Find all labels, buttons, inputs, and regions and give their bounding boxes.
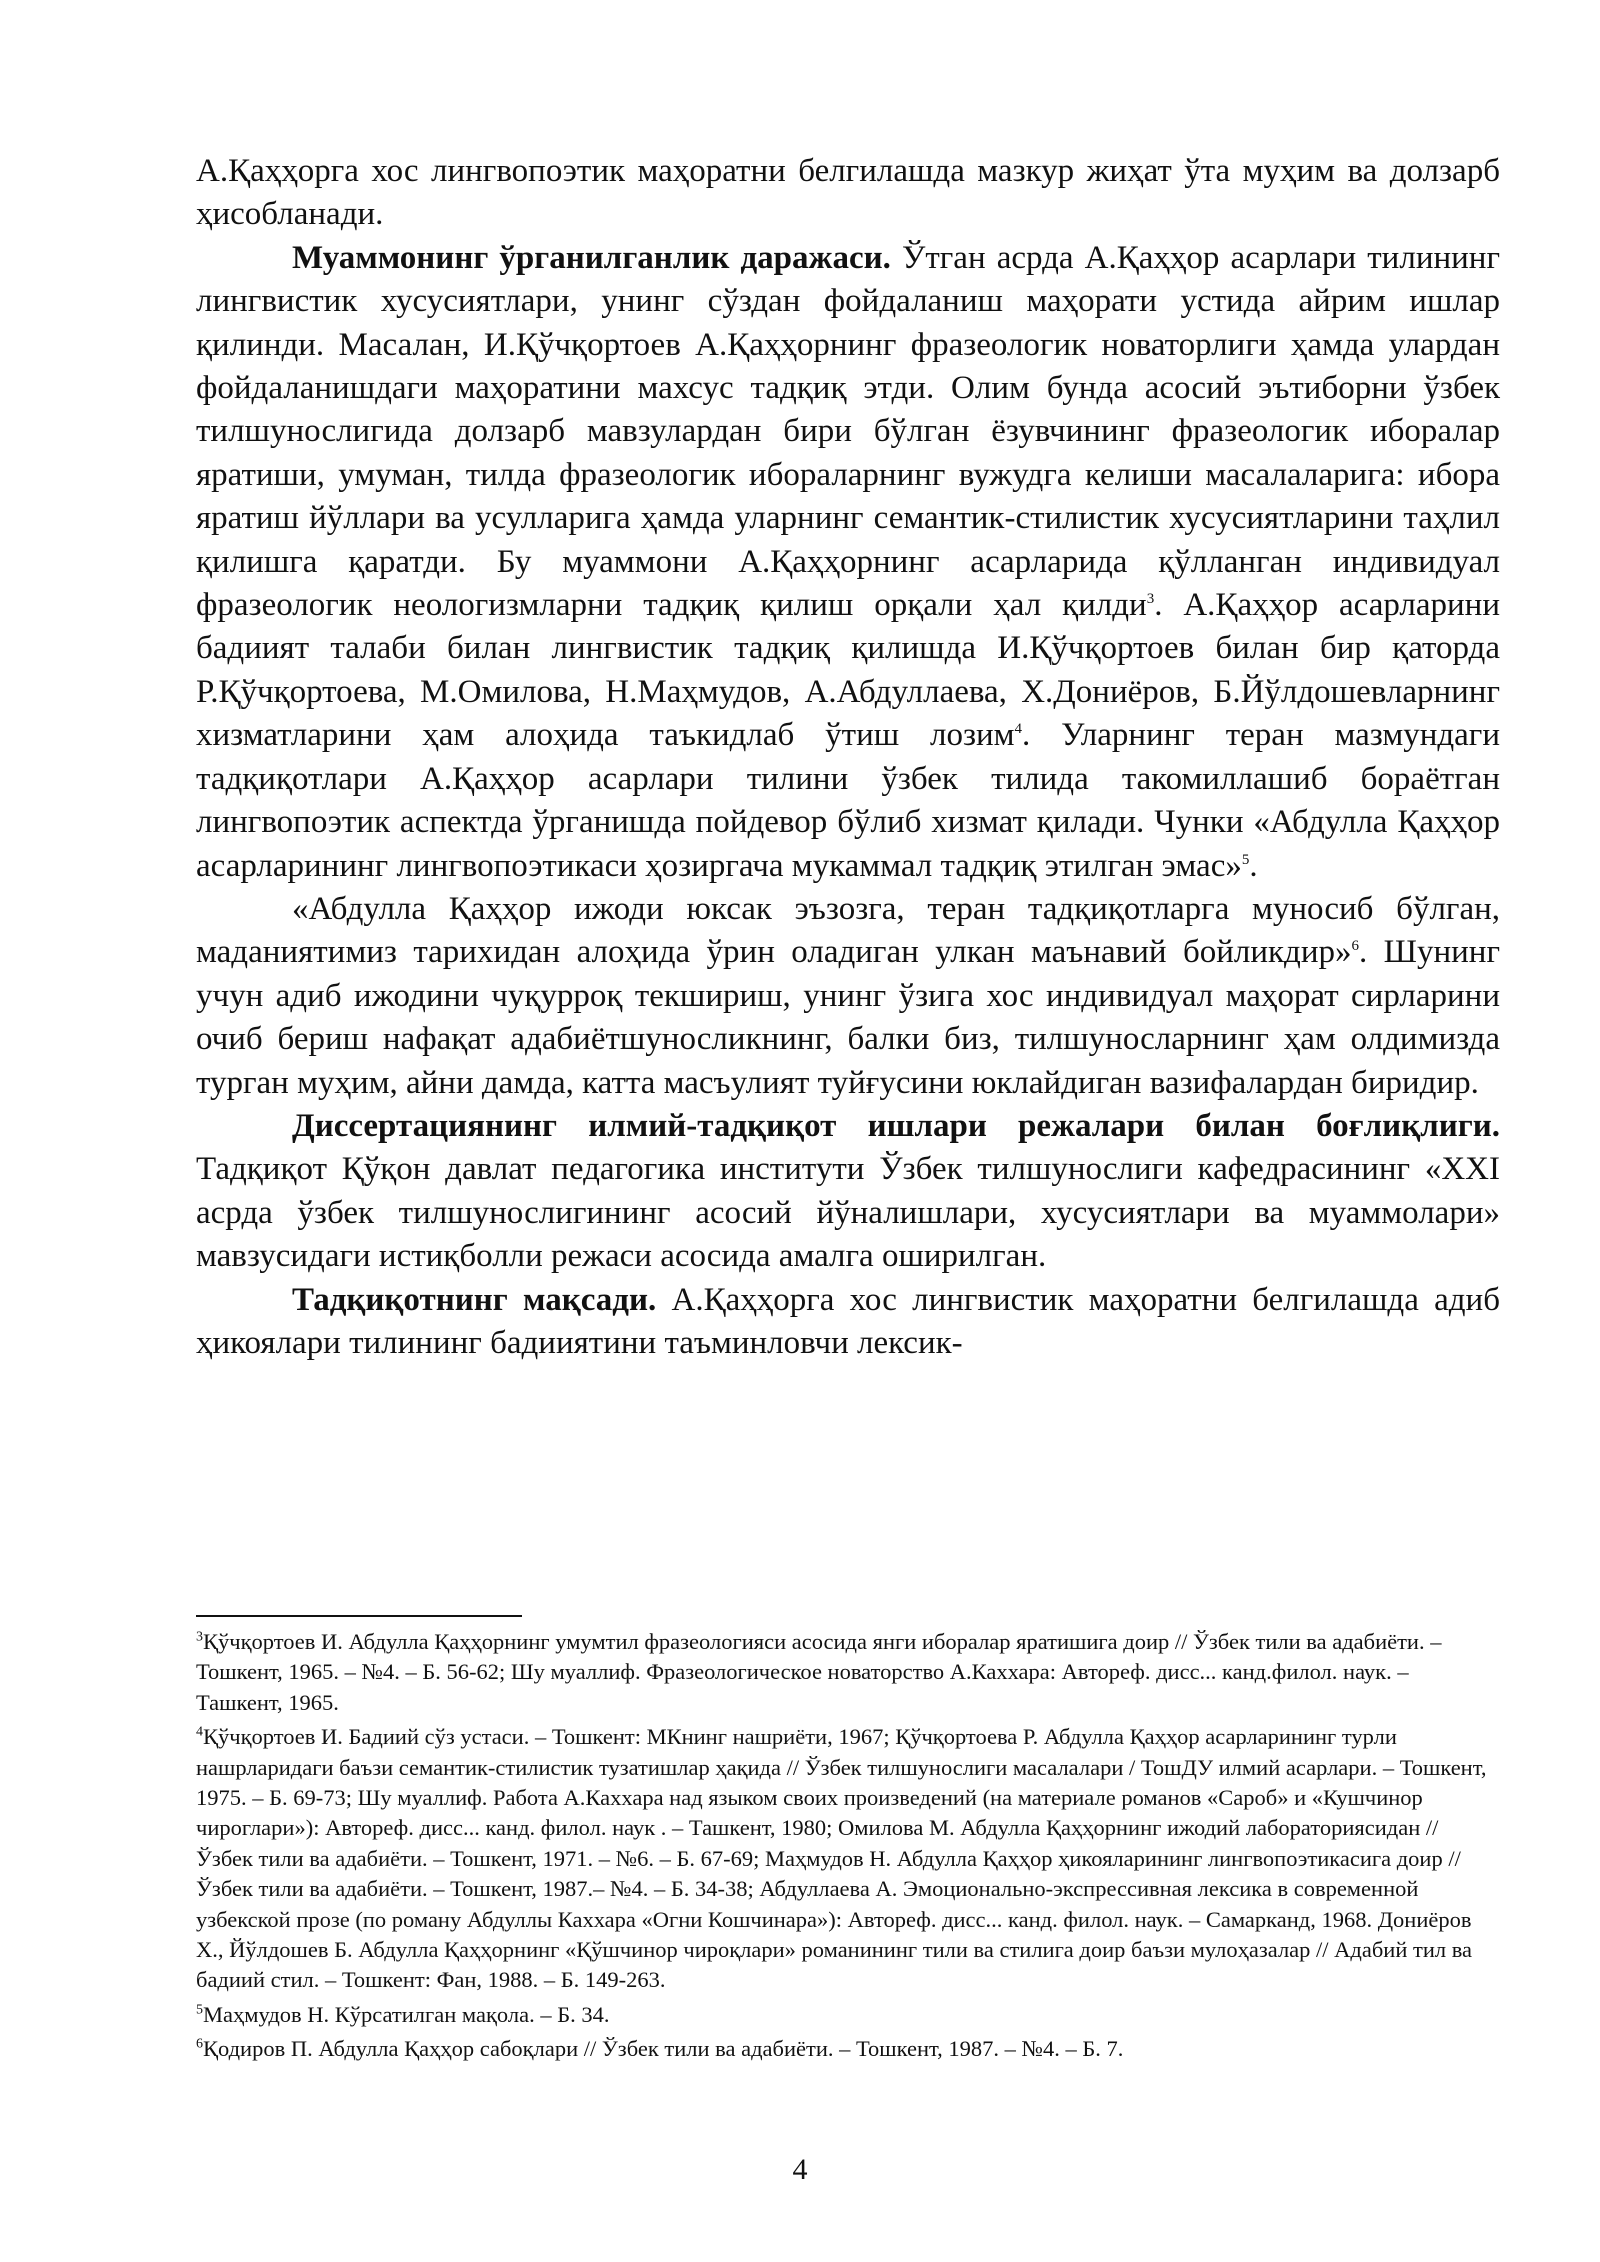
paragraph-text: «Абдулла Қаҳҳор ижоди юксак эъзозга, теран тадқиқотларга муносиб бўлган, маданиятимиз тарихидан алоҳида ўрин оладиган улкан маънавий бойликдир» [196, 890, 1500, 971]
section-heading: Тадқиқотнинг мақсади. [292, 1281, 657, 1318]
paragraph-research-plan [196, 1105, 1500, 1279]
footnote [196, 1722, 1500, 1996]
paragraph-text: . А.Қаҳҳор асарларини бадиият талаби билан лингвистик тадқиқ қилишда И.Қўчқортоев билан бир қаторда Р.Қўчқортоева, М.Омилова, Н.Маҳмудов, А.Абдуллаева, Х.Дониёров, Б.Йўлдошевларнинг хизматларини ҳам алоҳида таъкидлаб ўтиш лозим [196, 587, 1500, 754]
main-text [196, 150, 1500, 1365]
footnote [196, 1627, 1500, 1718]
page-number: 4 [792, 2153, 808, 2186]
footnote [196, 2000, 1500, 2030]
paragraph-text: Тадқиқот Қўқон давлат педагогика институти Ўзбек тилшунослиги кафедрасининг «XXI асрда ўзбек тилшунослигининг асосий йўналишлари, хусусиятлари ва муаммолари» мавзусидаги истиқболли режаси асосида амалга оширилган. [196, 1151, 1500, 1275]
footnote-number: 6 [196, 2036, 203, 2052]
footnote-reference[interactable]: 5 [1241, 851, 1250, 868]
section-heading: Диссертациянинг илмий-тадқиқот ишлари режалари билан боғлиқлиги. [292, 1107, 1500, 1144]
footnote-reference[interactable]: 6 [1351, 938, 1360, 955]
paragraph-text: А.Қаҳҳорга хос лингвопоэтик маҳоратни белгилашда мазкур жиҳат ўта муҳим ва долзарб ҳисобланади. [196, 153, 1500, 233]
paragraph-text: . Уларнинг теран мазмундаги тадқиқотлари А.Қаҳҳор асарлари тилини ўзбек тилида такомиллашиб бораётган лингвопоэтик аспектда ўрганишда пойдевор бўлиб хизмат қилади. Чунки «Абдулла Қаҳҳор асарларининг лингвопоэтикаси ҳозиргача мукаммал тадқиқ этилган эмас» [196, 717, 1500, 884]
footnote-number: 3 [196, 1629, 203, 1645]
section-heading: Муаммонинг ўрганилганлик даражаси. [292, 239, 891, 276]
footnote-text: Қўчқортоев И. Бадиий сўз устаси. – Тошкент: МКнинг нашриёти, 1967; Қўчқортоева Р. Абдулла Қаҳҳор асарларининг турли нашрларидаги баъзи семантик-стилистик тузатишлар ҳақида // Ўзбек тилшунослиги масалалари / ТошДУ илмий асарлари. – Тошкент, 1975. – Б. 69-73; Шу муаллиф. Работа А.Каххара над языком своих произведений (на материале романов «Сароб» и «Кушчинор чироглари»): Автореф. дисс... канд. филол. наук . – Ташкент, 1980; Омилова М. Абдулла Қаҳҳорнинг ижодий лабораториясидан // Ўзбек тили ва адабиёти. – Тошкент, 1971. – №6. – Б. 67-69; Маҳмудов Н. Абдулла Қаҳҳор ҳикояларининг лингвопоэтикасига доир // Ўзбек тили ва адабиёти. – Тошкент, 1987.– №4. – Б. 34-38; Абдуллаева А. Эмоционально-экспрессивная лексика в современной узбекской прозе (по роману Абдуллы Каххара «Огни Кошчинара»): Автореф. дисс... канд. филол. наук. – Самарканд, 1968. Дониёров Х., Йўлдошев Б. Абдулла Қаҳҳорнинг «Қўшчинор чироқлари» романининг тили ва стилига доир баъзи мулоҳазалар // Адабий тил ва бадиий стил. – Тошкент: Фан, 1988. – Б. 149-263. [196, 1724, 1487, 1993]
footnote-number: 5 [196, 2002, 203, 2018]
footnote-reference[interactable]: 4 [1014, 721, 1023, 738]
footnote-reference[interactable]: 3 [1146, 591, 1155, 608]
footnotes [196, 1627, 1500, 2069]
paragraph-quote [196, 888, 1500, 1105]
paragraph-text: . [1249, 847, 1258, 884]
paragraph-research-goal [196, 1279, 1500, 1366]
footnote [196, 2034, 1500, 2064]
paragraph-research-level [196, 237, 1500, 888]
footnote-text: Қодиров П. Абдулла Қаҳҳор сабоқлари // Ўзбек тили ва адабиёти. – Тошкент, 1987. – №4. – Б. 7. [203, 2036, 1124, 2062]
paragraph-text: Ўтган асрда А.Қаҳҳор асарлари тилининг лингвистик хусусиятлари, унинг сўздан фойдаланиш маҳорати устида айрим ишлар қилинди. Масалан, И.Қўчқортоев А.Қаҳҳорнинг фразеологик новаторлиги ҳамда улардан фойдаланишдаги маҳоратини махсус тадқиқ этди. Олим бунда асосий эътиборни ўзбек тилшунослигида долзарб мавзулардан бири бўлган ёзувчининг фразеологик иборалар яратиши, умуман, тилда фразеологик ибораларнинг вужудга келиши масалаларига: ибора яратиш йўллари ва усулларига ҳамда уларнинг семантик-стилистик хусусиятларини таҳлил қилишга қаратди. Бу муаммони А.Қаҳҳорнинг асарларида қўлланган индивидуал фразеологик неологизмларни тадқиқ қилиш орқали ҳал қилди [196, 239, 1500, 624]
footnote-number: 4 [196, 1724, 203, 1740]
paragraph-text: А.Қаҳҳорга хос лингвистик маҳоратни белгилашда адиб ҳикоялари тилининг бадииятини таъминловчи лексик- [196, 1281, 1500, 1361]
paragraph-text: . Шунинг учун адиб ижодини чуқурроқ текшириш, унинг ўзига хос индивидуал маҳорат сирларини очиб бериш нафақат адабиётшуносликнинг, балки биз, тилшуносларнинг ҳам олдимизда турган муҳим, айни дамда, катта масъулият туйғусини юклайдиган вазифалардан биридир. [196, 934, 1500, 1101]
footnote-separator [196, 1615, 522, 1617]
footnote-text: Маҳмудов Н. Кўрсатилган мақола. – Б. 34. [203, 2001, 610, 2027]
paragraph-intro-end [196, 150, 1500, 237]
footnote-text: Қўчқортоев И. Абдулла Қаҳҳорнинг умумтил фразеологияси асосида янги иборалар яратишига доир // Ўзбек тили ва адабиёти. – Тошкент, 1965. – №4. – Б. 56-62; Шу муаллиф. Фразеологическое новаторство А.Каххара: Автореф. дисс... канд.филол. наук. – Ташкент, 1965. [196, 1629, 1442, 1715]
